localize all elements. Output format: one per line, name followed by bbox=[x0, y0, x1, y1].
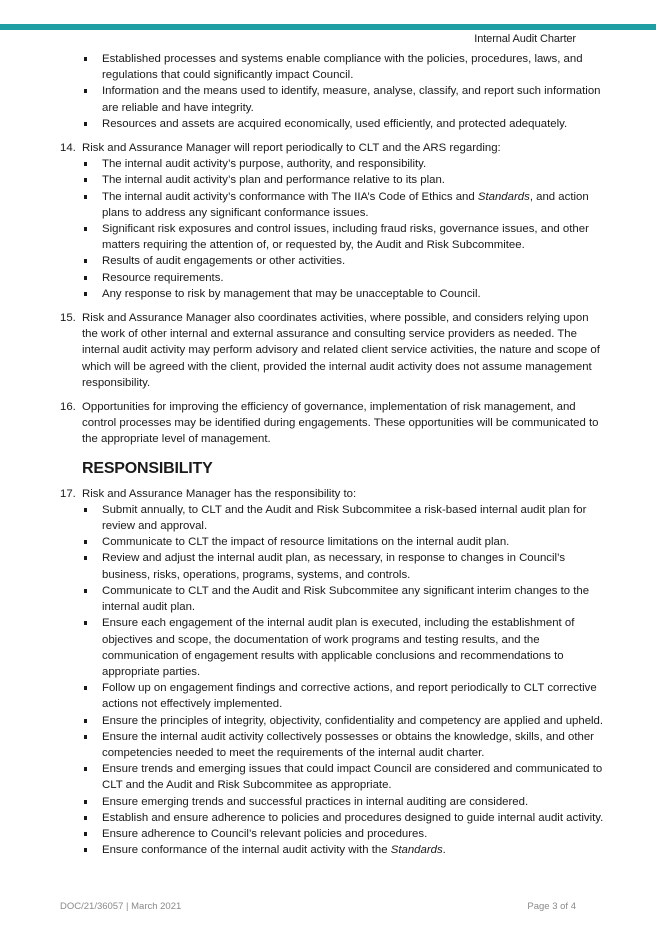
list-item: Results of audit engagements or other activities. bbox=[82, 253, 606, 269]
text-run: Ensure conformance of the internal audit activity with the bbox=[102, 844, 391, 857]
list-item: Communicate to CLT the impact of resource limitations on the internal audit plan. bbox=[82, 534, 606, 550]
list-item: Information and the means used to identify, measure, analyse, classify, and report such information are reliable and have integrity. bbox=[60, 83, 606, 115]
list-item: Establish and ensure adherence to policies and procedures designed to guide internal audit activity. bbox=[82, 810, 606, 826]
clause-number: 17. bbox=[60, 487, 76, 500]
list-item: Follow up on engagement findings and corrective actions, and report periodically to CLT corrective actions not effectively implemented. bbox=[82, 680, 606, 712]
standards-italic: Standards bbox=[390, 844, 443, 857]
clause-17 bbox=[60, 486, 606, 859]
clause-text: Risk and Assurance Manager will report periodically to CLT and the ARS regarding: bbox=[82, 142, 501, 155]
clause-14-bullets bbox=[82, 156, 606, 302]
list-item: Submit annually, to CLT and the Audit and Risk Subcommitee a risk-based internal audit plan for review and approval. bbox=[82, 502, 606, 534]
clause-number: 15. bbox=[60, 312, 76, 325]
footer-page-number: Page 3 of 4 bbox=[527, 901, 576, 912]
list-item: Review and adjust the internal audit plan, as necessary, in response to changes in Council’s business, risks, operations, programs, systems, and controls. bbox=[82, 550, 606, 582]
list-item: Ensure the principles of integrity, objectivity, confidentiality and competency are applied and upheld. bbox=[82, 713, 606, 729]
list-item: Ensure trends and emerging issues that could impact Council are considered and communicated to CLT and the Audit and Risk Subcommitee as appropriate. bbox=[82, 761, 606, 793]
list-item bbox=[82, 189, 606, 221]
intro-bullet-list bbox=[60, 51, 606, 132]
list-item: Resource requirements. bbox=[82, 270, 606, 286]
list-item: The internal audit activity’s plan and performance relative to its plan. bbox=[82, 172, 606, 188]
clause-text: Opportunities for improving the efficiency of governance, implementation of risk management, and control processes may be identified during engagements. These opportunities will be communicated to the appropriate level of management. bbox=[82, 401, 599, 446]
list-item: Any response to risk by management that may be unacceptable to Council. bbox=[82, 286, 606, 302]
clause-15 bbox=[60, 310, 606, 391]
clause-16 bbox=[60, 399, 606, 448]
list-item bbox=[82, 842, 606, 858]
list-item: Established processes and systems enable compliance with the policies, procedures, laws, and regulations that could significantly impact Council. bbox=[60, 51, 606, 83]
clause-number: 16. bbox=[60, 401, 76, 414]
text-run: . bbox=[442, 844, 446, 857]
clause-number: 14. bbox=[60, 142, 76, 155]
list-item: Significant risk exposures and control issues, including fraud risks, governance issues, and other matters requiring the attention of, or requested by, the Audit and Risk Subcommitee. bbox=[82, 221, 606, 253]
document-header-title: Internal Audit Charter bbox=[474, 33, 576, 45]
page-content bbox=[60, 51, 606, 858]
responsibility-bullets bbox=[82, 502, 606, 858]
list-item: Ensure adherence to Council’s relevant policies and procedures. bbox=[82, 826, 606, 842]
list-item: Resources and assets are acquired economically, used efficiently, and protected adequately. bbox=[60, 116, 606, 132]
clause-14 bbox=[60, 140, 606, 302]
standards-italic: Standards bbox=[477, 190, 530, 203]
list-item: Ensure each engagement of the internal audit plan is executed, including the establishment of objectives and scope, the documentation of work programs and testing results, and the communication of engagement results with applicable conclusions and recommendations to appropriate parties. bbox=[82, 615, 606, 680]
clause-text: Risk and Assurance Manager has the responsibility to: bbox=[82, 487, 357, 500]
footer-document-reference: DOC/21/36057 | March 2021 bbox=[60, 901, 182, 912]
list-item: The internal audit activity’s purpose, authority, and responsibility. bbox=[82, 156, 606, 172]
text-run: The internal audit activity’s conformance with The IIA’s Code of Ethics and bbox=[102, 190, 478, 203]
list-item: Communicate to CLT and the Audit and Risk Subcommitee any significant interim changes to the internal audit plan. bbox=[82, 583, 606, 615]
header-accent-bar bbox=[0, 24, 656, 30]
section-heading-responsibility: RESPONSIBILITY bbox=[82, 459, 213, 477]
list-item: Ensure the internal audit activity collectively possesses or obtains the knowledge, skills, and other competencies needed to meet the requirements of the internal audit charter. bbox=[82, 729, 606, 761]
clause-text: Risk and Assurance Manager also coordinates activities, where possible, and considers relying upon the work of other internal and external assurance and consulting service providers as needed. The internal audit activity may perform advisory and related client service activities, the nature and scope of which will be agreed with the client, provided the internal audit activity does not assume management responsibility. bbox=[82, 312, 600, 389]
list-item: Ensure emerging trends and successful practices in internal auditing are considered. bbox=[82, 794, 606, 810]
text-run: , and action plans to address any significant conformance issues. bbox=[102, 190, 589, 219]
